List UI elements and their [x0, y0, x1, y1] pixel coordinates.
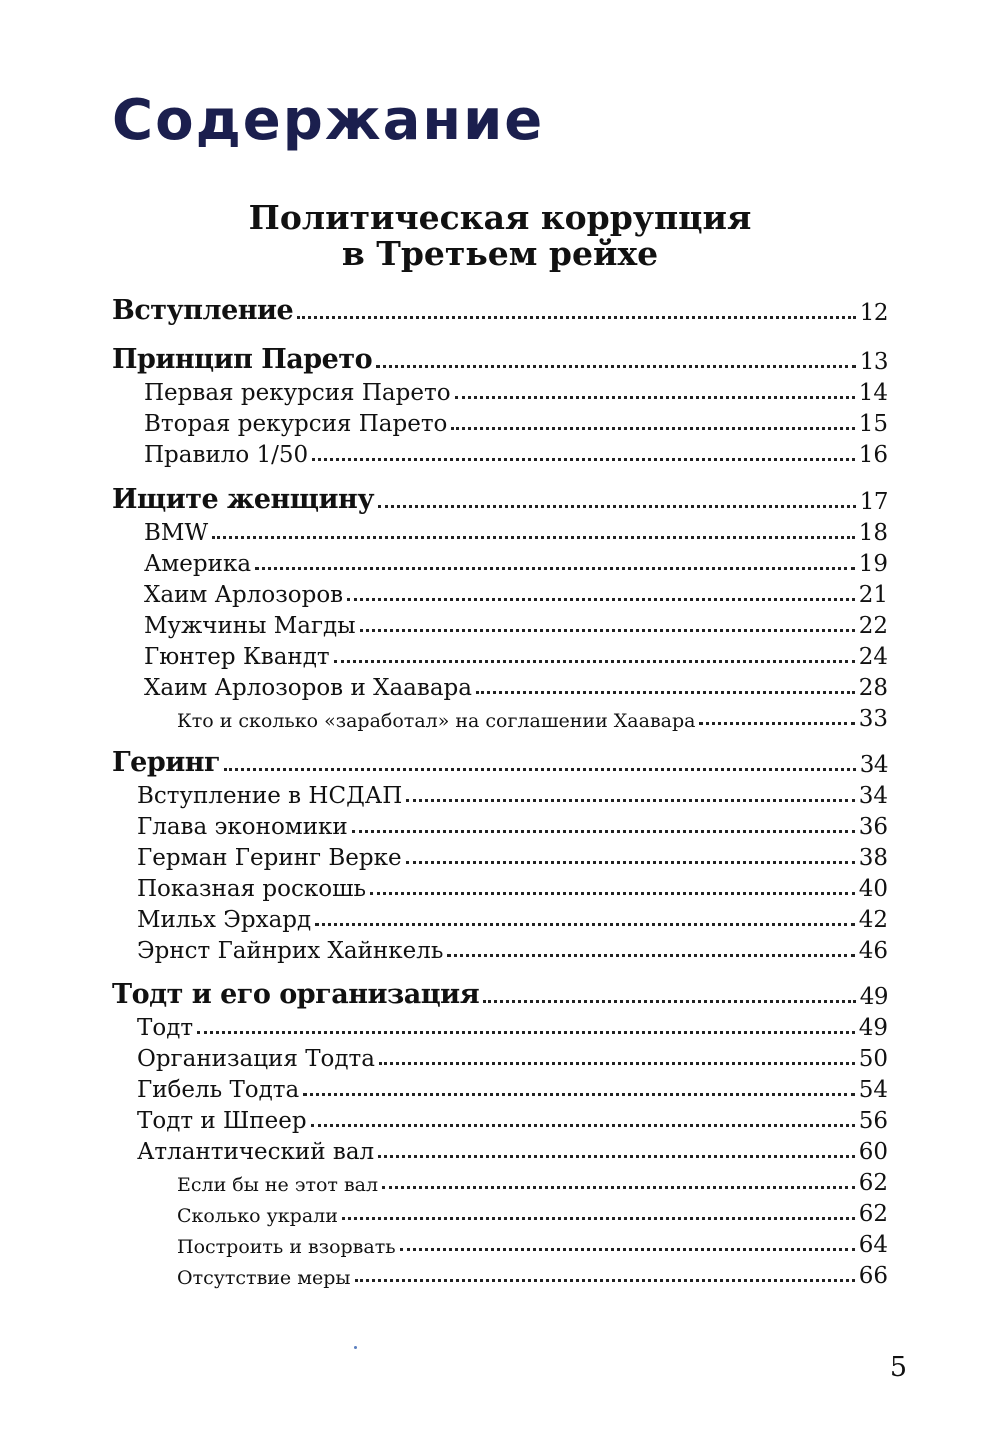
dot-leader — [379, 1062, 855, 1065]
toc-entry-title: Мужчины Магды — [144, 613, 356, 639]
part-title-line-1: Политическая коррупция — [248, 198, 752, 237]
dot-leader — [297, 316, 856, 319]
dot-leader — [342, 1217, 855, 1220]
dot-leader — [255, 567, 855, 570]
toc-entry-page: 34 — [858, 783, 888, 809]
toc-entry-title: Тодт — [137, 1015, 194, 1041]
dot-leader — [355, 1279, 855, 1282]
toc-entry-title: Ищите женщину — [112, 484, 375, 515]
dot-leader — [334, 660, 855, 663]
toc-entry-page: 13 — [859, 349, 888, 375]
toc-entry[interactable] — [144, 546, 888, 577]
toc-entry-page: 21 — [858, 582, 888, 608]
toc-entry-page: 28 — [858, 675, 888, 701]
dot-leader — [476, 691, 855, 694]
toc-entry-page: 42 — [858, 907, 888, 933]
toc-entry[interactable] — [177, 1258, 888, 1289]
dot-leader — [400, 1248, 855, 1251]
toc-entry-page: 66 — [858, 1263, 888, 1289]
dot-leader — [197, 1031, 855, 1034]
dot-leader — [378, 505, 856, 508]
dot-leader — [224, 768, 856, 771]
toc-entry[interactable] — [137, 1072, 888, 1103]
toc-entry[interactable] — [177, 1165, 888, 1196]
dot-leader — [406, 861, 855, 864]
toc-entry-title: Герман Геринг Верке — [137, 845, 402, 871]
toc-entry-page: 46 — [858, 938, 888, 964]
toc-entry[interactable] — [137, 902, 888, 933]
toc-entry-title: Тодт и его организация — [112, 979, 480, 1010]
toc-entry[interactable] — [144, 670, 888, 701]
dot-leader — [303, 1093, 854, 1096]
toc-entry[interactable] — [144, 406, 888, 437]
toc-entry[interactable] — [137, 840, 888, 871]
toc-entry-title: Тодт и Шпеер — [137, 1108, 307, 1134]
toc-entry-page: 12 — [859, 300, 888, 326]
toc-entry-page: 38 — [858, 845, 888, 871]
toc-entry-title: Гибель Тодта — [137, 1077, 300, 1103]
toc-entry-title: Отсутствие меры — [177, 1267, 351, 1289]
toc-entry-page: 15 — [858, 411, 888, 437]
dot-leader — [212, 536, 855, 539]
toc-entry[interactable] — [177, 1196, 888, 1227]
toc-entry[interactable] — [137, 1103, 888, 1134]
toc-entry-title: Принцип Парето — [112, 344, 373, 375]
dot-leader — [699, 722, 854, 725]
toc-entry-page: 36 — [858, 814, 888, 840]
toc-entry-page: 19 — [858, 551, 888, 577]
toc-entry-title: Мильх Эрхард — [137, 907, 312, 933]
toc-entry-title: Вторая рекурсия Парето — [144, 411, 448, 437]
toc-entry-title: Америка — [144, 551, 252, 577]
toc-entry-page: 40 — [858, 876, 888, 902]
dot-leader — [382, 1186, 855, 1189]
toc-entry[interactable] — [137, 778, 888, 809]
toc-entry[interactable] — [112, 295, 888, 326]
dot-leader — [483, 1000, 856, 1003]
dot-leader — [455, 396, 855, 399]
toc-entry-page: 49 — [859, 984, 888, 1010]
toc-entry[interactable] — [144, 437, 888, 468]
page-number: 5 — [889, 1352, 907, 1383]
toc-entry-page: 60 — [858, 1139, 888, 1165]
dot-leader — [311, 1124, 855, 1127]
toc-entry-title: Гюнтер Квандт — [144, 644, 330, 670]
toc-entry-page: 64 — [858, 1232, 888, 1258]
toc-entry[interactable] — [177, 701, 888, 732]
part-title-line-2: в Третьем рейхе — [341, 234, 659, 273]
toc-entry-title: Показная роскошь — [137, 876, 366, 902]
toc-entry-page: 62 — [858, 1170, 888, 1196]
toc-entry-page: 50 — [858, 1046, 888, 1072]
toc-entry-page: 56 — [858, 1108, 888, 1134]
dot-leader — [376, 365, 856, 368]
dot-leader — [315, 923, 855, 926]
dot-leader — [447, 954, 854, 957]
dot-leader — [312, 458, 855, 461]
dot-leader — [360, 629, 855, 632]
dot-leader — [406, 799, 854, 802]
toc-entry-title: BMW — [144, 520, 209, 546]
toc-entry-title: Если бы не этот вал — [177, 1174, 379, 1196]
toc-entry-title: Хаим Арлозоров и Хаавара — [144, 675, 472, 701]
page-title: Содержание — [112, 88, 545, 153]
toc-entry-page: 62 — [858, 1201, 888, 1227]
toc-entry-title: Правило 1/50 — [144, 442, 309, 468]
toc-entry-page: 24 — [858, 644, 888, 670]
dot-leader — [352, 830, 855, 833]
toc-entry[interactable] — [137, 809, 888, 840]
toc-entry-title: Построить и взорвать — [177, 1236, 396, 1258]
toc-entry[interactable] — [137, 1041, 888, 1072]
dot-leader — [378, 1155, 855, 1158]
toc-entry-page: 34 — [859, 752, 888, 778]
toc-entry[interactable] — [137, 871, 888, 902]
toc-entry-page: 22 — [858, 613, 888, 639]
toc-entry[interactable] — [112, 484, 888, 515]
toc-entry-title: Геринг — [112, 747, 221, 778]
dot-leader — [370, 892, 855, 895]
toc-entry-title: Хаим Арлозоров — [144, 582, 344, 608]
toc-entry[interactable] — [144, 608, 888, 639]
toc-entry-page: 17 — [859, 489, 888, 515]
toc-entry[interactable] — [112, 344, 888, 375]
toc-entry-page: 49 — [858, 1015, 888, 1041]
toc-entry-page: 54 — [858, 1077, 888, 1103]
toc-entry-title: Организация Тодта — [137, 1046, 375, 1072]
toc-entry-page: 33 — [858, 706, 888, 732]
toc-entry[interactable] — [144, 577, 888, 608]
toc-entry[interactable] — [144, 639, 888, 670]
toc-entry[interactable] — [177, 1227, 888, 1258]
toc-entry[interactable] — [137, 933, 888, 964]
toc-entry[interactable] — [137, 1134, 888, 1165]
toc-entry-page: 18 — [858, 520, 888, 546]
toc-entry-title: Эрнст Гайнрих Хайнкель — [137, 938, 444, 964]
toc-entry[interactable] — [144, 515, 888, 546]
print-speck — [354, 1346, 357, 1349]
toc-entry-title: Глава экономики — [137, 814, 348, 840]
toc-entry-title: Вступление в НСДАП — [137, 783, 403, 809]
toc-entry-title: Атлантический вал — [137, 1139, 375, 1165]
toc-entry-title: Первая рекурсия Парето — [144, 380, 451, 406]
toc-entry[interactable] — [137, 1010, 888, 1041]
toc-entry[interactable] — [144, 375, 888, 406]
dot-leader — [347, 598, 855, 601]
toc-entry-title: Кто и сколько «заработал» на соглашении Хаавара — [177, 710, 696, 732]
dot-leader — [451, 427, 854, 430]
toc-entry-title: Сколько украли — [177, 1205, 338, 1227]
toc-entry[interactable] — [112, 979, 888, 1010]
toc-entry-page: 16 — [858, 442, 888, 468]
toc-entry-page: 14 — [858, 380, 888, 406]
toc-entry-title: Вступление — [112, 295, 294, 326]
toc-entry[interactable] — [112, 747, 888, 778]
